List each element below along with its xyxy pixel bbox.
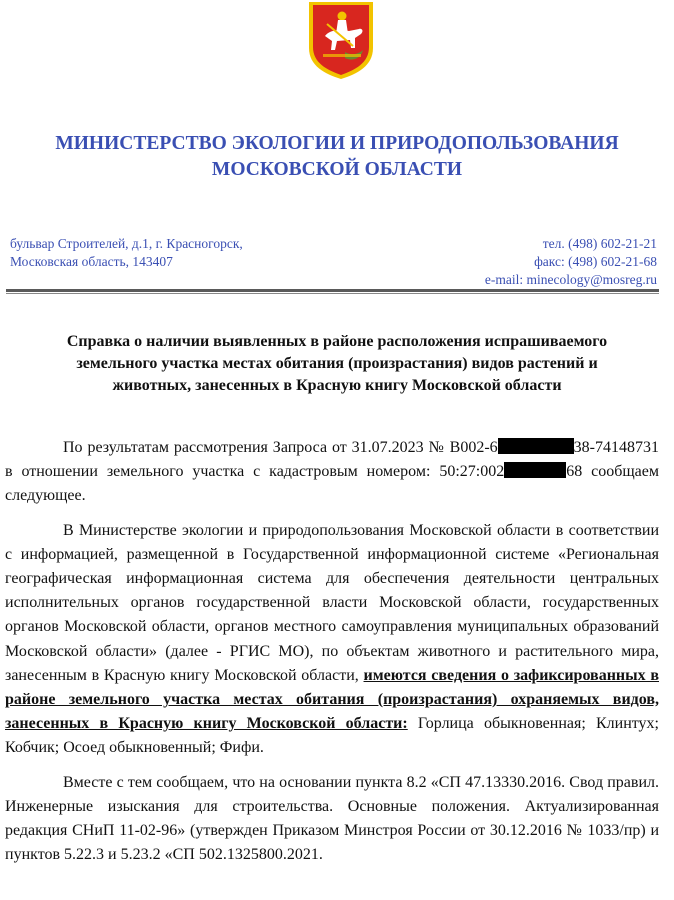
address-block (10, 235, 243, 271)
ministry-name-line1: МИНИСТЕРСТВО ЭКОЛОГИИ И ПРИРОДОПОЛЬЗОВАНИЯ (55, 133, 619, 154)
paragraph-2 (5, 519, 659, 761)
heading-line1: Справка о наличии выявленных в районе расположения испрашиваемого (66, 333, 608, 350)
address-line1: бульвар Строителей, д.1, г. Красногорск, (10, 236, 243, 251)
p2-text-a: В Министерстве экологии и природопользования Московской области в соответствии с информацией, размещенной в Государственной информационной системе «Региональная географическая информационная система для обеспечения деятельности центральных исполнительных органов государственной власти Московской области, государственных органов Московской области, органов местного самоуправления муниципальных образований Московской области» (далее - РГИС МО), по объектам животного и растительного мира, занесенным в Красную книгу Московской области, (5, 521, 659, 684)
phone: тел. (498) 602-21-21 (542, 236, 657, 251)
p1-text-a: По результатам рассмотрения Запроса от 31.07.2023 № В002-6 (63, 439, 498, 456)
ministry-name-line2: МОСКОВСКОЙ ОБЛАСТИ (211, 159, 463, 180)
address-line2: Московская область, 143407 (10, 254, 173, 269)
redaction-box (504, 462, 566, 478)
p1-text-b: 38-74148731 в отношении земельного участка с кадастровым номером: 50:27:002 (5, 439, 659, 481)
document-body (5, 436, 659, 877)
header-divider-thin (6, 293, 659, 294)
paragraph-1 (5, 436, 659, 509)
ministry-name (0, 131, 674, 183)
paragraph-3 (5, 771, 659, 868)
redaction-box (498, 438, 574, 454)
p3-text: Вместе с тем сообщаем, что на основании пункта 8.2 «СП 47.13330.2016. Свод правил. Инженерные изыскания для строительства. Основные положения. Актуализированная редакция СНиП 11-02-96» (утвержден Приказом Минстроя России от 30.12.2016 № 1033/пр) и пунктов 5.22.3 и 5.23.2 «СП 502.1325800.2021. (5, 773, 659, 864)
p2-emphasis: имеются сведения о зафиксированных в районе земельного участка местах обитания (произрастания) охраняемых видов, занесенных в Красную книгу Московской области: (5, 666, 659, 733)
contacts-block (485, 235, 657, 289)
header-divider (6, 289, 659, 292)
heading-line2: земельного участка местах обитания (произрастания) видов растений и (76, 355, 598, 372)
document-heading (18, 331, 656, 397)
fax: факс: (498) 602-21-68 (534, 254, 657, 269)
coat-of-arms-icon (305, 0, 377, 80)
p1-text-c: 68 сообщаем следующее. (5, 463, 660, 505)
heading-line3: животных, занесенных в Красную книгу Московской области (112, 377, 562, 394)
email[interactable]: e-mail: minecology@mosreg.ru (484, 272, 657, 287)
p2-text-c: Горлица обыкновенная; Клинтух; Кобчик; Осоед обыкновенный; Фифи. (5, 715, 660, 757)
